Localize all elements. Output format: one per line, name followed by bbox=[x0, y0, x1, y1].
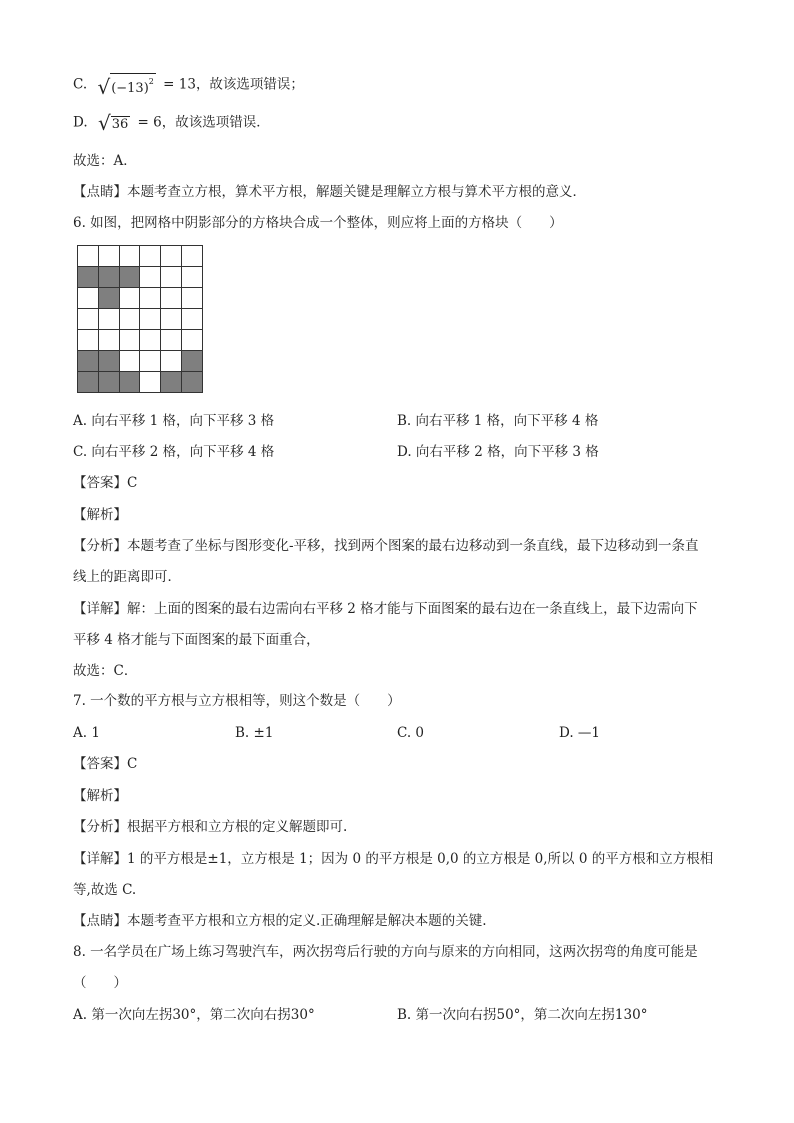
sqrt-expression bbox=[97, 73, 155, 97]
xiangjie-text: 解：上面的图案的最右边需向右平移 2 格才能与下面图案的最右边在一条直线上，最下边需向下 bbox=[127, 601, 698, 617]
radicand bbox=[110, 73, 156, 97]
dianjing-tag: 【点睛】 bbox=[73, 184, 127, 200]
grid-cell bbox=[119, 288, 140, 309]
grid-cell bbox=[119, 330, 140, 351]
choose-answer: 故选：A． bbox=[73, 153, 137, 169]
q8-option-a: A. 第一次向左拐30°，第二次向右拐30° bbox=[73, 1007, 315, 1023]
grid-cell bbox=[140, 309, 161, 330]
conclusion-text: ，故该选项错误； bbox=[195, 76, 304, 93]
q6-choose: 故选：C． bbox=[73, 663, 138, 679]
grid-row bbox=[78, 246, 203, 267]
equation-value: = 13 bbox=[163, 76, 196, 93]
answer-value: C bbox=[127, 756, 138, 772]
dianjing-paragraph bbox=[73, 183, 586, 201]
q6-jiexi-tag: 【解析】 bbox=[73, 507, 127, 523]
option-d-solution bbox=[73, 113, 270, 133]
grid-cell-shaded bbox=[98, 351, 119, 372]
question-8-stem: 8. 一名学员在广场上练习驾驶汽车，两次拐弯后行驶的方向与原来的方向相同，这两次拐弯的角度可能是 bbox=[73, 944, 698, 960]
q8-option-b: B. 第一次向右拐50°，第二次向左拐130° bbox=[397, 1007, 648, 1023]
q7-xiangjie bbox=[73, 850, 713, 868]
q6-option-d: D. 向右平移 2 格，向下平移 3 格 bbox=[397, 444, 599, 460]
grid-cell bbox=[98, 246, 119, 267]
equation-value: = 6 bbox=[137, 114, 162, 131]
question-7-stem: 7. 一个数的平方根与立方根相等，则这个数是（ ） bbox=[73, 693, 401, 709]
answer-value: C bbox=[127, 475, 138, 491]
grid-cell bbox=[78, 288, 99, 309]
grid-cell bbox=[161, 351, 182, 372]
grid-row bbox=[78, 330, 203, 351]
exponent: 2 bbox=[148, 77, 154, 86]
option-c-solution bbox=[73, 73, 304, 97]
dianjing-tag: 【点睛】 bbox=[73, 913, 127, 929]
q7-jiexi-tag: 【解析】 bbox=[73, 788, 127, 804]
grid-cell-shaded bbox=[78, 267, 99, 288]
grid-cell bbox=[182, 288, 203, 309]
q7-option-a: A. 1 bbox=[73, 725, 100, 741]
grid-cell-shaded bbox=[78, 372, 99, 393]
sqrt-expression bbox=[98, 113, 130, 133]
grid-cell bbox=[78, 246, 99, 267]
grid-cell-shaded bbox=[182, 351, 203, 372]
grid-cell bbox=[161, 246, 182, 267]
grid-cell-shaded bbox=[182, 372, 203, 393]
q7-option-d: D. —1 bbox=[559, 725, 601, 741]
grid-row bbox=[78, 288, 203, 309]
q7-option-b: B. ±1 bbox=[235, 725, 274, 741]
dianjing-text: 本题考查平方根和立方根的定义.正确理解是解决本题的关键. bbox=[127, 913, 487, 929]
grid-cell bbox=[140, 351, 161, 372]
grid-row bbox=[78, 309, 203, 330]
question-8-stem-cont: （ ） bbox=[73, 975, 127, 991]
grid-cell bbox=[182, 246, 203, 267]
grid-cell bbox=[161, 330, 182, 351]
grid-cell-shaded bbox=[98, 267, 119, 288]
q7-dianjing bbox=[73, 912, 487, 930]
q6-option-c: C. 向右平移 2 格，向下平移 4 格 bbox=[73, 444, 275, 460]
grid-cell bbox=[98, 309, 119, 330]
fenxi-text: 本题考查了坐标与图形变化-平移，找到两个图案的最右边移动到一条直线，最下边移动到一条直 bbox=[127, 538, 699, 554]
radicand-text: (−13) bbox=[111, 81, 149, 96]
grid-cell bbox=[182, 267, 203, 288]
grid-cell-shaded bbox=[119, 267, 140, 288]
conclusion-text: ，故该选项错误． bbox=[161, 114, 270, 131]
q6-xiangjie-cont: 平移 4 格才能与下面图案的最下面重合， bbox=[73, 632, 320, 648]
answer-tag: 【答案】 bbox=[73, 756, 127, 772]
fenxi-tag: 【分析】 bbox=[73, 538, 127, 554]
q6-fenxi bbox=[73, 537, 699, 555]
grid-cell bbox=[119, 246, 140, 267]
grid-cell-shaded bbox=[161, 372, 182, 393]
grid-cell bbox=[119, 351, 140, 372]
grid-row bbox=[78, 351, 203, 372]
grid-table bbox=[77, 245, 203, 393]
fenxi-text: 根据平方根和立方根的定义解题即可. bbox=[127, 819, 348, 835]
fenxi-tag: 【分析】 bbox=[73, 819, 127, 835]
grid-cell bbox=[140, 246, 161, 267]
q7-xiangjie-cont: 等,故选 C. bbox=[73, 882, 137, 898]
xiangjie-tag: 【详解】 bbox=[73, 601, 127, 617]
grid-cell bbox=[161, 288, 182, 309]
grid-cell bbox=[78, 309, 99, 330]
grid-cell bbox=[182, 330, 203, 351]
radical-sign: √ bbox=[97, 111, 111, 135]
grid-cell bbox=[140, 372, 161, 393]
grid-cell bbox=[140, 288, 161, 309]
grid-cell bbox=[161, 267, 182, 288]
xiangjie-tag: 【详解】 bbox=[73, 851, 127, 867]
grid-cell bbox=[119, 309, 140, 330]
q6-xiangjie bbox=[73, 600, 698, 618]
q7-fenxi bbox=[73, 818, 347, 836]
q6-answer bbox=[73, 474, 137, 492]
option-label: C. bbox=[73, 76, 88, 93]
grid-cell-shaded bbox=[119, 372, 140, 393]
xiangjie-text: 1 的平方根是±1，立方根是 1；因为 0 的平方根是 0,0 的立方根是 0,所以 0 的平方根和立方根相 bbox=[127, 851, 714, 867]
grid-cell bbox=[182, 309, 203, 330]
radical-sign: √ bbox=[97, 75, 111, 99]
grid-cell bbox=[161, 309, 182, 330]
grid-cell bbox=[78, 330, 99, 351]
q6-fenxi-cont: 线上的距离即可． bbox=[73, 569, 181, 585]
answer-tag: 【答案】 bbox=[73, 475, 127, 491]
grid-row bbox=[78, 267, 203, 288]
option-label: D. bbox=[73, 114, 88, 131]
dianjing-text: 本题考查立方根，算术平方根，解题关键是理解立方根与算术平方根的意义． bbox=[127, 184, 586, 200]
grid-cell bbox=[98, 330, 119, 351]
q6-option-a: A. 向右平移 1 格，向下平移 3 格 bbox=[73, 413, 275, 429]
grid-cell-shaded bbox=[78, 351, 99, 372]
radicand: 36 bbox=[111, 117, 129, 132]
q6-option-b: B. 向右平移 1 格，向下平移 4 格 bbox=[397, 413, 599, 429]
q7-answer bbox=[73, 755, 137, 773]
grid-cell bbox=[140, 267, 161, 288]
grid-cell bbox=[140, 330, 161, 351]
grid-cell-shaded bbox=[98, 288, 119, 309]
question-6-stem: 6. 如图，把网格中阴影部分的方格块合成一个整体，则应将上面的方格块（ ） bbox=[73, 215, 563, 231]
q7-option-c: C. 0 bbox=[397, 725, 425, 741]
shaded-grid-figure bbox=[77, 245, 203, 395]
grid-cell-shaded bbox=[98, 372, 119, 393]
grid-row bbox=[78, 372, 203, 393]
